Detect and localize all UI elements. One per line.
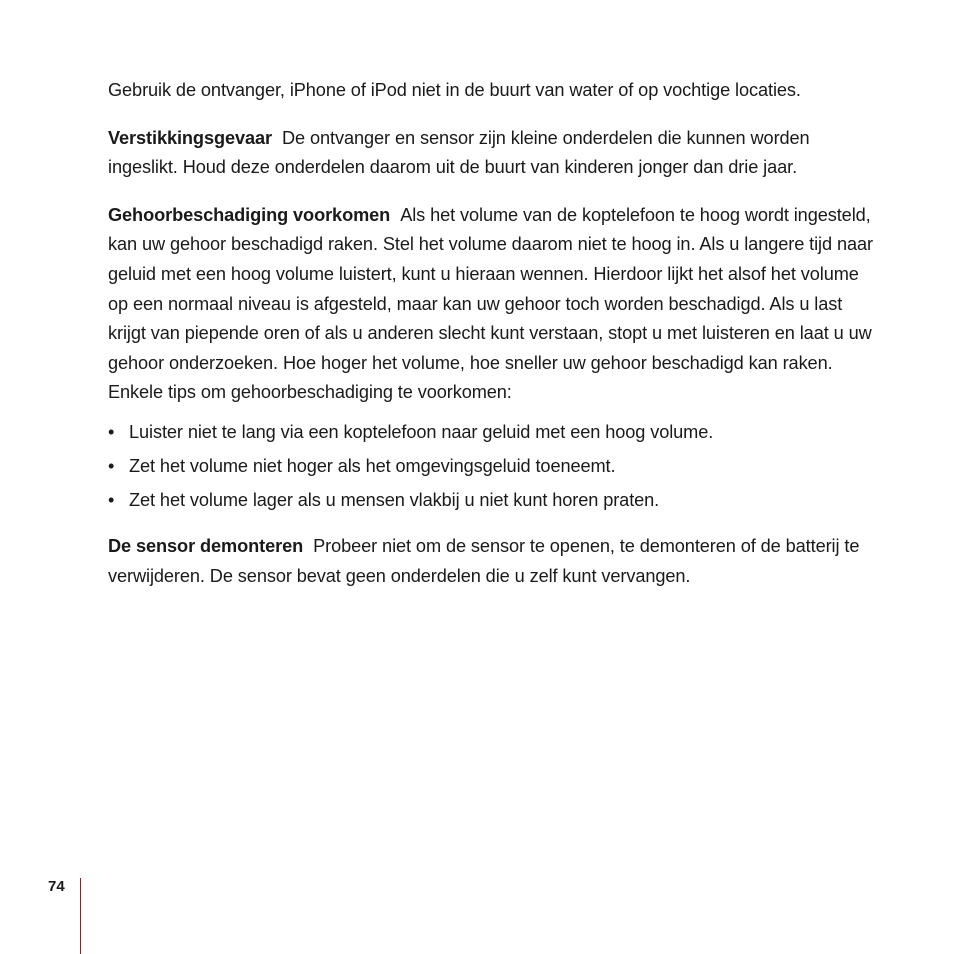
page-number: 74	[48, 878, 65, 895]
disassembly-text: Probeer niet om de sensor te openen, te demonteren of de batterij te verwijderen. De sensor bevat geen onderdelen die u zelf kunt vervangen.	[108, 535, 860, 586]
choking-hazard-heading: Verstikkingsgevaar	[108, 127, 273, 148]
list-item: • Zet het volume lager als u mensen vlakbij u niet kunt horen praten.	[108, 486, 878, 516]
list-item: • Luister niet te lang via een koptelefoon naar geluid met een hoog volume.	[108, 418, 878, 448]
document-body	[108, 76, 878, 609]
hearing-damage-text: Als het volume van de koptelefoon te hoog wordt ingesteld, kan uw gehoor beschadigd raken. Stel het volume daarom niet te hoog in. Als u langere tijd naar geluid met een hoog volume luistert, kunt u hieraan wennen. Hierdoor lijkt het alsof het volume op een normaal niveau is afgesteld, maar kan uw gehoor toch worden beschadigd. Als u last krijgt van piepende oren of als u anderen slecht kunt verstaan, stopt u met luisteren en laat u uw gehoor onderzoeken. Hoe hoger het volume, hoe sneller uw gehoor beschadigd kan raken. Enkele tips om gehoorbeschadiging te voorkomen:	[108, 204, 873, 403]
bullet-icon: •	[108, 421, 115, 442]
bullet-icon: •	[108, 456, 115, 477]
list-item: • Zet het volume niet hoger als het omgevingsgeluid toeneemt.	[108, 452, 878, 482]
disassembly-heading: De sensor demonteren	[108, 535, 304, 556]
choking-hazard-text: De ontvanger en sensor zijn kleine onderdelen die kunnen worden ingeslikt. Houd deze onderdelen daarom uit de buurt van kinderen jonger dan drie jaar.	[108, 127, 810, 178]
footer-divider	[80, 878, 81, 954]
hearing-damage-heading: Gehoorbeschadiging voorkomen	[108, 204, 391, 225]
hearing-damage-paragraph	[108, 201, 878, 408]
choking-hazard-paragraph	[108, 124, 878, 183]
hearing-tips-list	[108, 418, 878, 516]
intro-paragraph: Gebruik de ontvanger, iPhone of iPod niet in de buurt van water of op vochtige locaties.	[108, 80, 801, 100]
bullet-icon: •	[108, 490, 115, 511]
disassembly-paragraph	[108, 532, 878, 591]
